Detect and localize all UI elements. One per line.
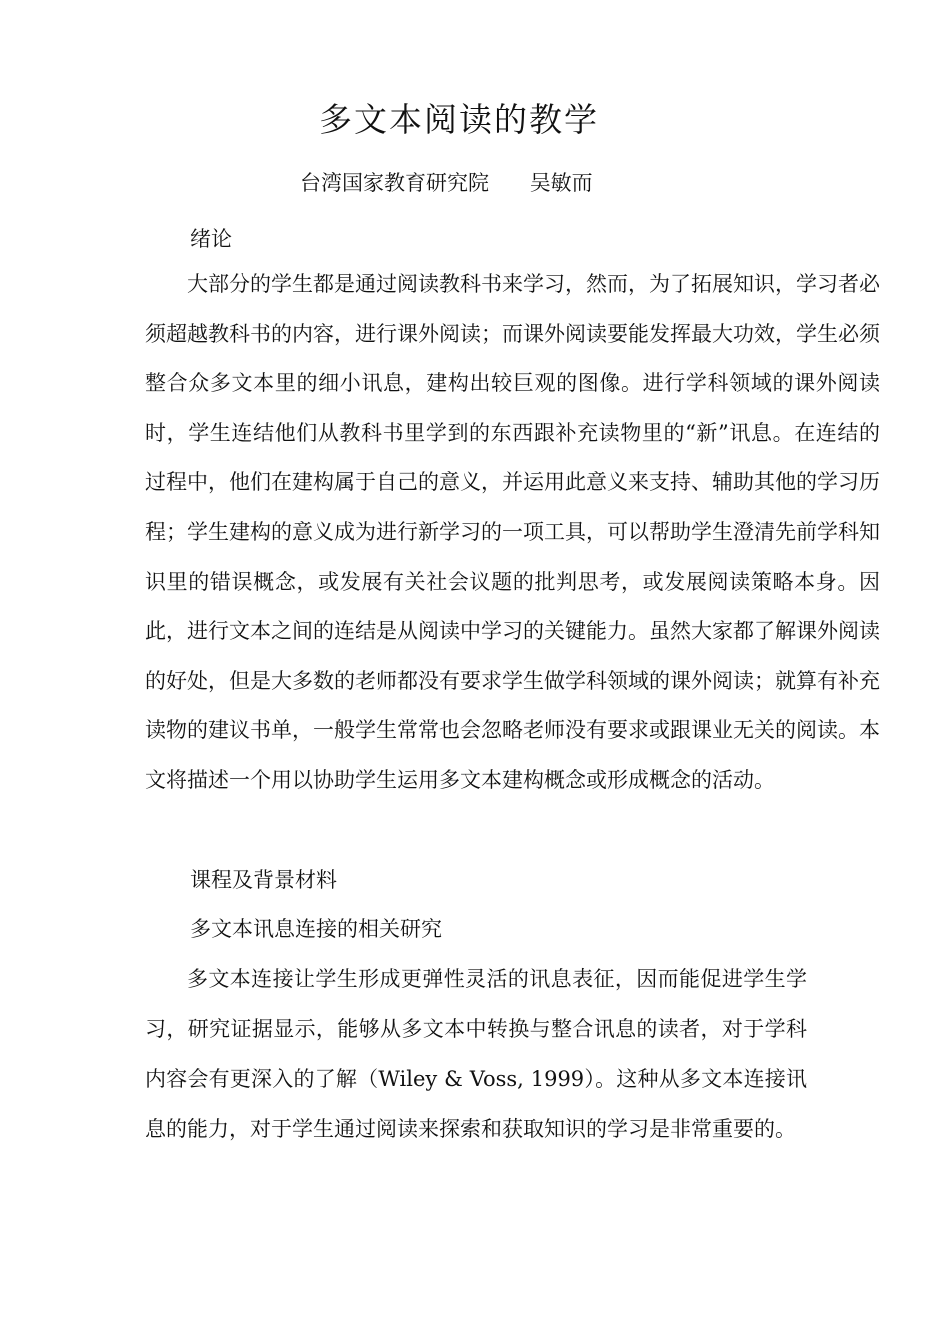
- document-title: 多文本阅读的教学: [319, 100, 599, 139]
- affiliation: 台湾国家教育研究院: [300, 171, 489, 195]
- research-paragraph: 多文本连接让学生形成更弹性灵活的讯息表征，因而能促进学生学习，研究证据显示，能够从多文本中转换与整合讯息的读者，对于学科内容会有更深入的了解（Wiley & Voss, 1999）。这种从多文本连接讯息的能力，对于学生通过阅读来探索和获取知识的学习是非常重要的。: [145, 967, 807, 1141]
- author-line: [300, 168, 593, 198]
- author-name: 吴敏而: [529, 171, 593, 195]
- intro-paragraph: 大部分的学生都是通过阅读教科书来学习，然而，为了拓展知识，学习者必须超越教科书的内容，进行课外阅读；而课外阅读要能发挥最大功效，学生必须整合众多文本里的细小讯息，建构出较巨观的图像。进行学科领域的课外阅读时，学生连结他们从教科书里学到的东西跟补充读物里的“新”讯息。在连结的过程中，他们在建构属于自己的意义，并运用此意义来支持、辅助其他的学习历程；学生建构的意义成为进行新学习的一项工具，可以帮助学生澄清先前学科知识里的错误概念，或发展有关社会议题的批判思考，或发展阅读策略本身。因此，进行文本之间的连结是从阅读中学习的关键能力。虽然大家都了解课外阅读的好处，但是大多数的老师都没有要求学生做学科领域的课外阅读；就算有补充读物的建议书单，一般学生常常也会忽略老师没有要求或跟课业无关的阅读。本文将描述一个用以协助学生运用多文本建构概念或形成概念的活动。: [145, 272, 880, 792]
- course-heading: 课程及背景材料: [190, 868, 337, 892]
- intro-heading: 绪论: [190, 227, 232, 251]
- research-heading: 多文本讯息连接的相关研究: [190, 917, 442, 941]
